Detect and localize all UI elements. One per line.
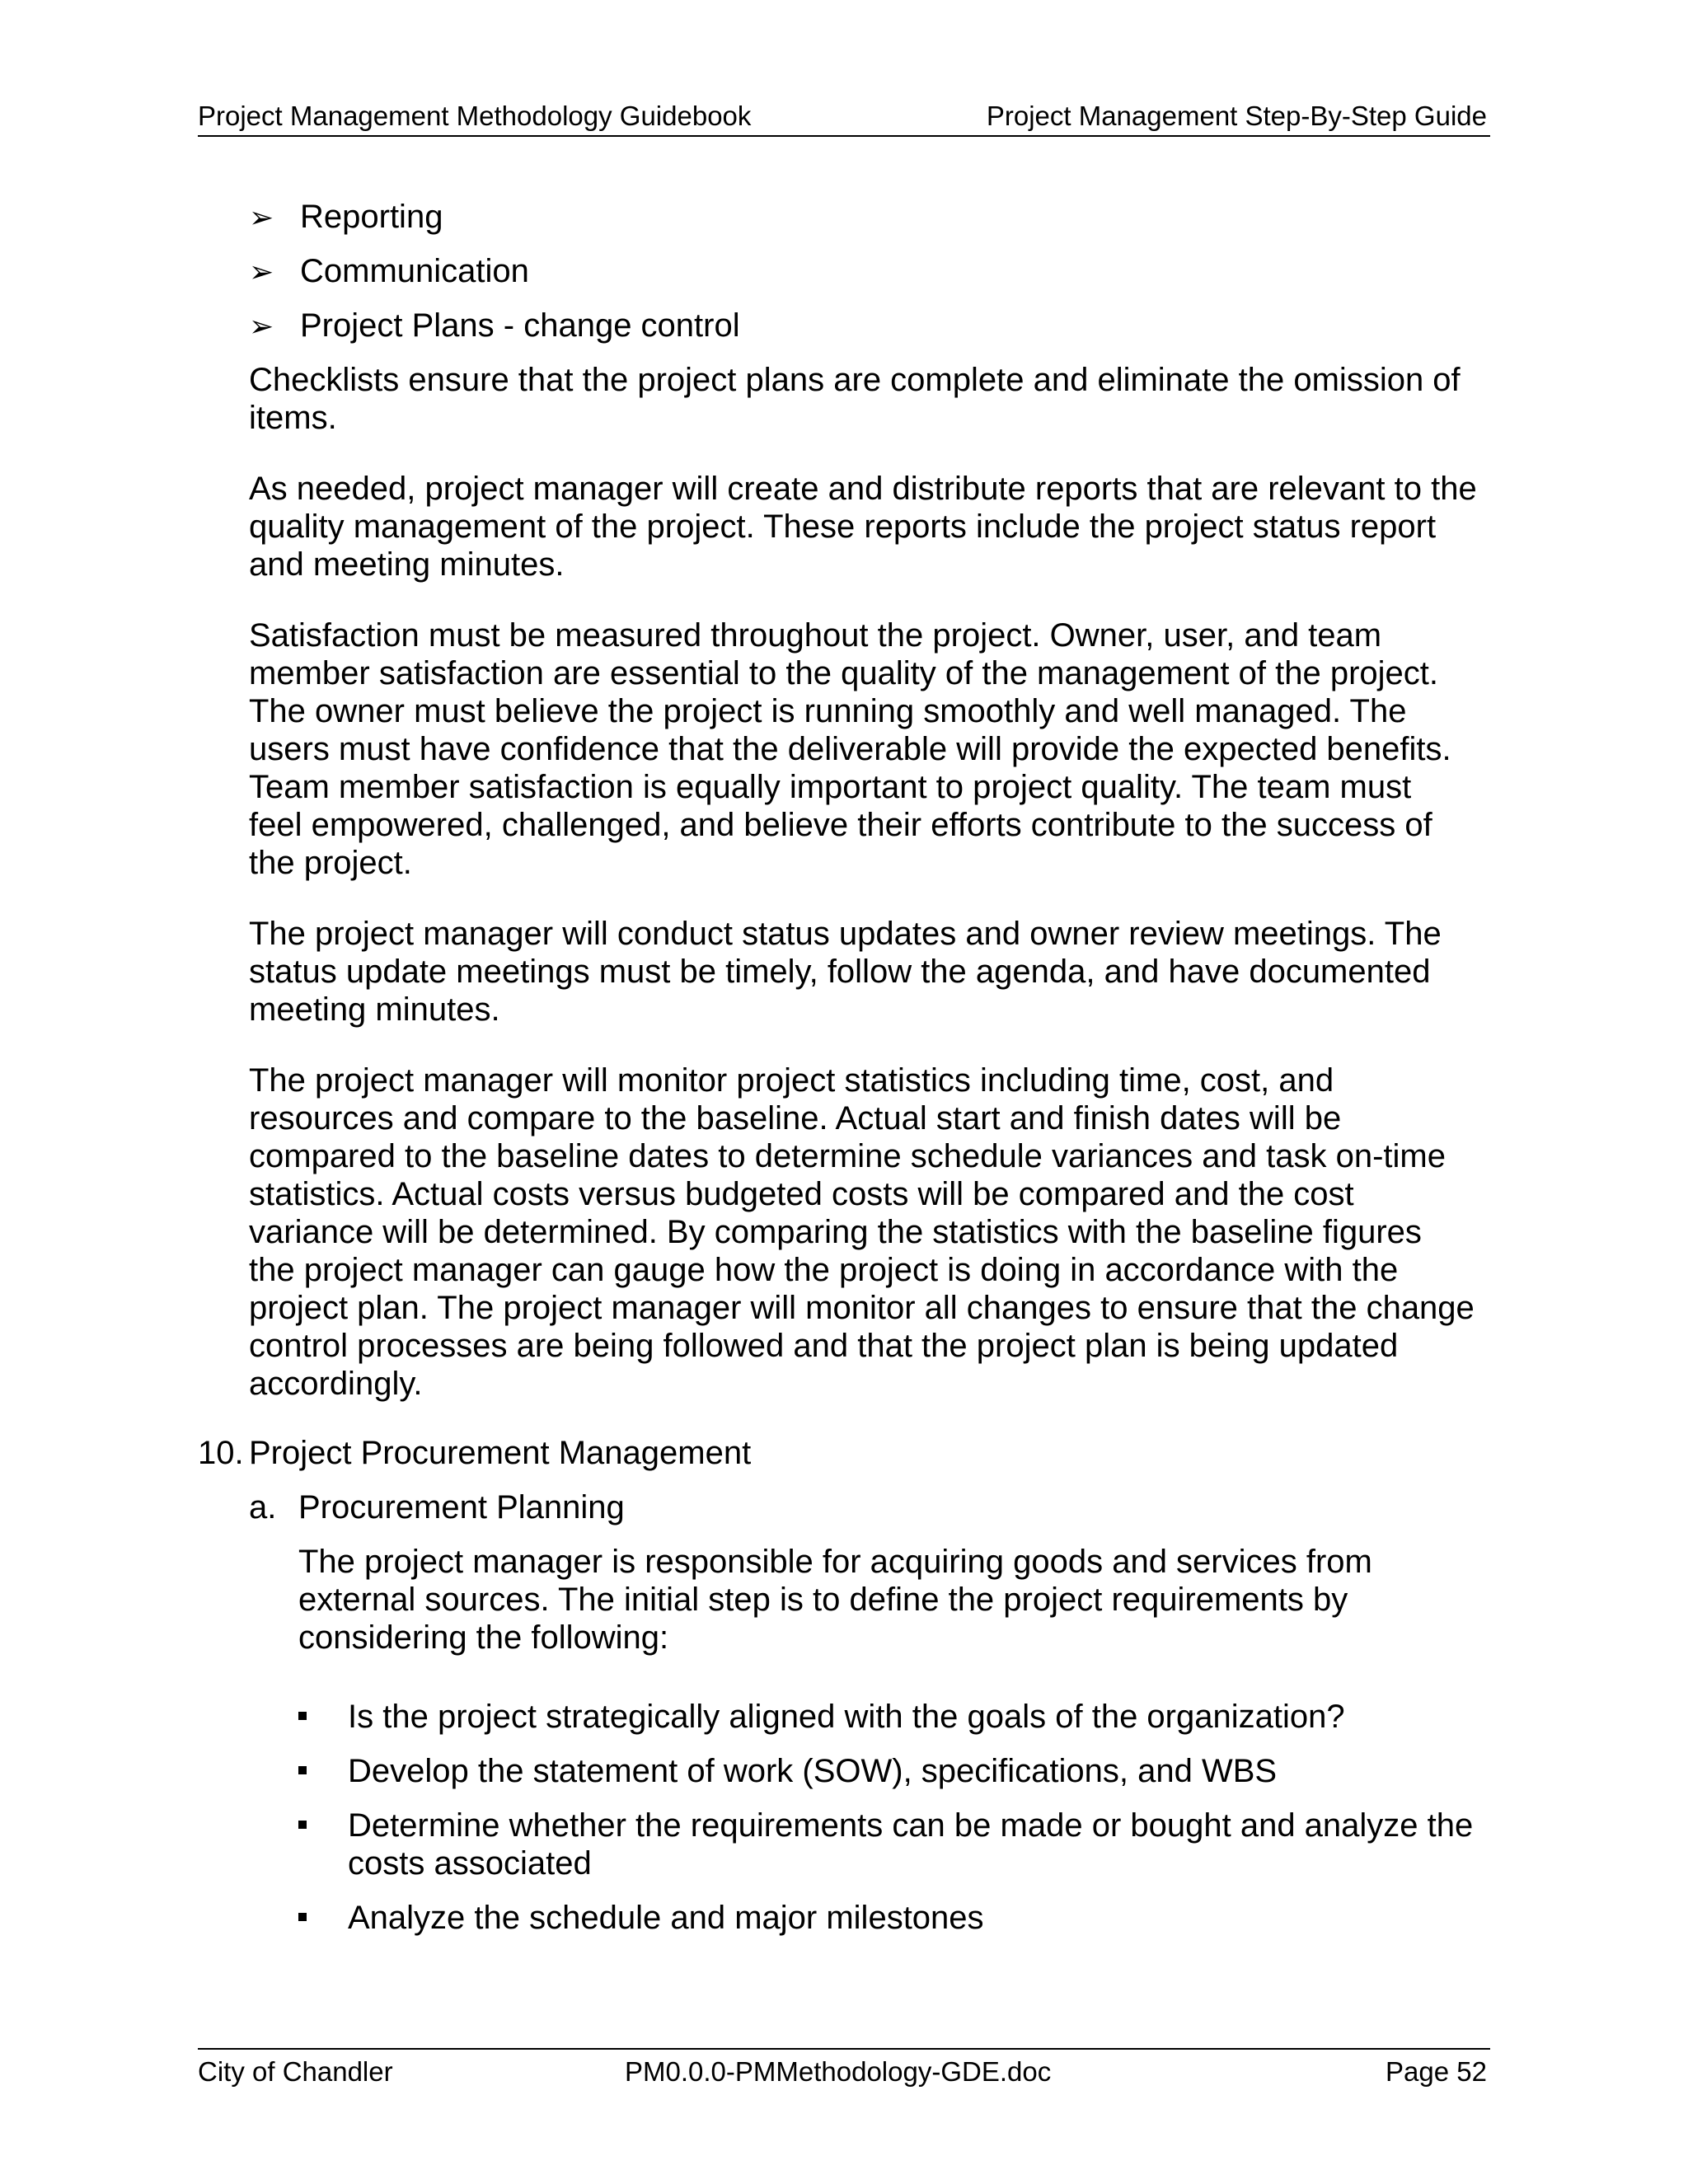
paragraph-satisfaction: Satisfaction must be measured throughout the project. Owner, user, and team member satisfaction are essential to the quality of the management of the project. The owner must believe the project is running smoothly and well managed. The users must have confidence that the deliverable will provide the expected benefits. Team member satisfaction is equally important to project quality. The team must feel empowered, challenged, and believe their efforts contribute to the success of the project.	[249, 617, 1451, 881]
arrow-bullet-icon: ➢	[249, 200, 274, 234]
page-header	[198, 97, 1490, 137]
list-item	[298, 1698, 1502, 1736]
list-item-text: Is the project strategically aligned with the goals of the organization?	[348, 1699, 1345, 1735]
list-item-text: Develop the statement of work (SOW), specifications, and WBS	[348, 1753, 1278, 1789]
paragraph-procurement-intro: The project manager is responsible for acquiring goods and services from external sources. The initial step is to define the project requirements by considering the following:	[298, 1544, 1372, 1656]
header-guide-title: Project Management Step-By-Step Guide	[986, 101, 1487, 131]
arrow-list-item	[249, 307, 740, 345]
paragraph-reports: As needed, project manager will create and distribute reports that are relevant to the quality management of the project. These reports include the project status report and meeting minutes.	[249, 471, 1477, 583]
list-item-text: Determine whether the requirements can be made or bought and analyze the costs associated	[348, 1807, 1474, 1882]
subsection-letter: a.	[249, 1489, 277, 1526]
square-bullet-icon	[298, 1766, 307, 1774]
section-heading	[198, 1434, 751, 1472]
paragraph-statistics: The project manager will monitor project statistics including time, cost, and resources and compare to the baseline. Actual start and finish dates will be compared to the baseline dates to determine schedule variances and task on-time statistics. Actual costs versus budgeted costs will be compared and the cost variance will be determined. By comparing the statistics with the baseline figures the project manager can gauge how the project is doing in accordance with the project plan. The project manager will monitor all changes to ensure that the change control processes are being followed and that the project plan is being updated accordingly.	[249, 1062, 1475, 1402]
square-bullet-icon	[298, 1913, 307, 1921]
page-footer	[198, 2048, 1490, 2091]
square-bullet-icon	[298, 1712, 307, 1720]
section-number: 10.	[198, 1435, 244, 1471]
arrow-list-item	[249, 198, 443, 237]
arrow-bullet-icon: ➢	[249, 255, 274, 288]
subsection-title: Procurement Planning	[298, 1489, 625, 1526]
square-bullet-icon	[298, 1821, 307, 1829]
paragraph-checklists: Checklists ensure that the project plans are complete and eliminate the omission of items.	[249, 362, 1461, 436]
subsection-heading	[249, 1488, 625, 1526]
list-item	[298, 1807, 1502, 1882]
arrow-bullet-icon: ➢	[249, 309, 274, 343]
footer-organization: City of Chandler	[198, 2056, 393, 2087]
arrow-list-item-text: Reporting	[300, 199, 443, 235]
footer-page-number: Page 52	[1386, 2056, 1487, 2087]
section-title: Project Procurement Management	[249, 1435, 752, 1471]
arrow-list-item-text: Project Plans - change control	[300, 307, 740, 344]
list-item	[298, 1752, 1502, 1790]
arrow-list-item	[249, 252, 529, 291]
list-item-text: Analyze the schedule and major milestones	[348, 1900, 984, 1936]
list-item	[298, 1899, 1502, 1937]
arrow-list-item-text: Communication	[300, 253, 529, 289]
paragraph-status-updates: The project manager will conduct status updates and owner review meetings. The status update meetings must be timely, follow the agenda, and have documented meeting minutes.	[249, 916, 1442, 1028]
header-document-title: Project Management Methodology Guidebook	[198, 101, 752, 131]
footer-filename: PM0.0.0-PMMethodology-GDE.doc	[625, 2056, 1052, 2087]
